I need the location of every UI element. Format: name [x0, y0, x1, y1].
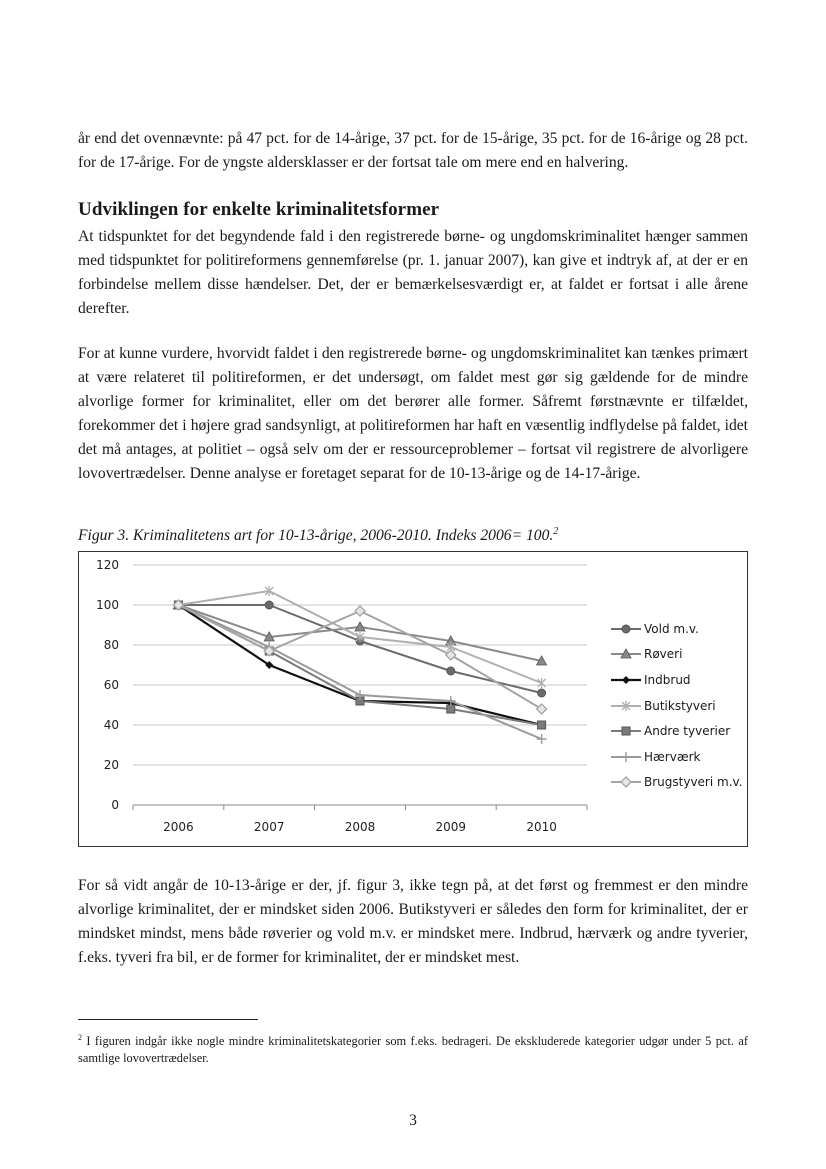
- data-point: [538, 678, 546, 688]
- y-tick-label: 0: [111, 798, 119, 812]
- figure-caption-footnote-ref: 2: [553, 526, 559, 537]
- chart-legend: [609, 616, 745, 795]
- x-tick-label: 2010: [526, 820, 557, 834]
- x-tick-label: 2006: [163, 820, 194, 834]
- y-tick-label: 20: [103, 758, 119, 772]
- legend-swatch: [609, 724, 643, 738]
- legend-label: Andre tyverier: [644, 724, 731, 739]
- data-point: [447, 667, 455, 675]
- data-point: [537, 704, 547, 714]
- legend-label: Butikstyveri: [644, 698, 716, 713]
- data-point: [538, 721, 546, 729]
- data-point: [355, 606, 365, 616]
- data-point: [446, 650, 456, 660]
- legend-item: [609, 642, 745, 668]
- legend-item: [609, 616, 745, 642]
- legend-item: [609, 744, 745, 770]
- footnote-number: 2: [78, 1033, 82, 1042]
- x-tick-label: 2008: [344, 820, 376, 834]
- y-tick-label: 60: [103, 678, 119, 692]
- legend-swatch-marker: [622, 727, 630, 735]
- x-tick-label: 2007: [253, 820, 285, 834]
- legend-swatch: [609, 750, 643, 764]
- legend-label: Røveri: [644, 647, 683, 662]
- legend-item: [609, 693, 745, 719]
- legend-swatch: [609, 699, 643, 713]
- legend-label: Hærværk: [644, 749, 701, 764]
- legend-swatch: [609, 673, 643, 687]
- legend-item: [609, 667, 745, 693]
- footnote: [78, 1029, 748, 1067]
- y-tick-label: 80: [103, 638, 119, 652]
- figure-caption-text: Figur 3. Kriminalitetens art for 10-13-årige, 2006-2010. Indeks 2006= 100.: [78, 527, 554, 545]
- legend-label: Vold m.v.: [644, 621, 699, 636]
- paragraph-analysis: For at kunne vurdere, hvorvidt faldet i den registrerede børne- og ungdomskriminalitet kan tænkes primært at være relateret til politireformen, er det undersøgt, om faldet mest gør sig gældende for de mindre alvorlige former for kriminalitet, eller om det berører alle former. Såfremt førstnævnte er tilfældet, forekommer det i højere grad sandsynligt, at politireformen har haft en væsentlig indflydelse på faldet, idet det må antages, at politiet – også selv om der er ressourceproblemer – fortsat vil registrere de alvorligere lovovertrædelser. Denne analyse er foretaget separat for de 10-13-årige og de 14-17-årige.: [78, 345, 748, 482]
- legend-swatch-marker: [621, 777, 631, 787]
- legend-swatch: [609, 775, 643, 789]
- legend-label: Brugstyveri m.v.: [644, 775, 743, 790]
- data-point: [265, 601, 273, 609]
- legend-swatch-marker: [622, 676, 630, 684]
- x-tick-label: 2009: [435, 820, 467, 834]
- section-heading: Udviklingen for enkelte kriminalitetsformer: [78, 199, 440, 220]
- legend-swatch-marker: [622, 625, 630, 633]
- legend-item: [609, 718, 745, 744]
- legend-swatch-marker: [621, 752, 631, 762]
- data-point: [537, 734, 547, 744]
- y-tick-label: 120: [96, 558, 119, 572]
- legend-item: [609, 770, 745, 796]
- data-point: [538, 689, 546, 697]
- footnote-divider: [78, 1019, 258, 1020]
- y-tick-label: 40: [103, 718, 119, 732]
- intro-paragraph: år end det ovennævnte: på 47 pct. for de 14-årige, 37 pct. for de 15-årige, 35 pct. for de 16-årige og 28 pct. for de 17-årige. For de yngste aldersklasser er der fortsat tale om mere end en halvering.: [78, 130, 748, 171]
- paragraph-politireform: At tidspunktet for det begyndende fald i den registrerede børne- og ungdomskriminalitet hænger sammen med tidspunktet for politireformens gennemførelse (pr. 1. januar 2007), kan give et indtryk af, at der er en forbindelse mellem disse hændelser. Det, der er bemærkelsesværdigt er, at faldet er fortsat i alle årene derefter.: [78, 228, 748, 317]
- legend-label: Indbrud: [644, 672, 691, 687]
- y-tick-label: 100: [96, 598, 119, 612]
- figure-caption: [78, 526, 558, 545]
- legend-swatch: [609, 647, 643, 661]
- figure-3-chart: [78, 551, 748, 847]
- footnote-text: I figuren indgår ikke nogle mindre kriminalitetskategorier som f.eks. bedrageri. De ekskluderede kategorier udgør under 5 pct. af samtlige lovovertrædelser.: [78, 1034, 748, 1066]
- paragraph-results: For så vidt angår de 10-13-årige er der, jf. figur 3, ikke tegn på, at det først og fremmest er den mindre alvorlige kriminalitet, der er mindsket siden 2006. Butikstyveri er således den form for kriminalitet, der er mindsket mindst, mens både røverier og vold m.v. er mindsket mere. Indbrud, hærværk og andre tyverier, f.eks. tyveri fra bil, er de former for kriminalitet, der er mindsket mest.: [78, 877, 748, 966]
- data-point: [447, 705, 455, 713]
- page-number: 3: [409, 1112, 417, 1129]
- legend-swatch: [609, 622, 643, 636]
